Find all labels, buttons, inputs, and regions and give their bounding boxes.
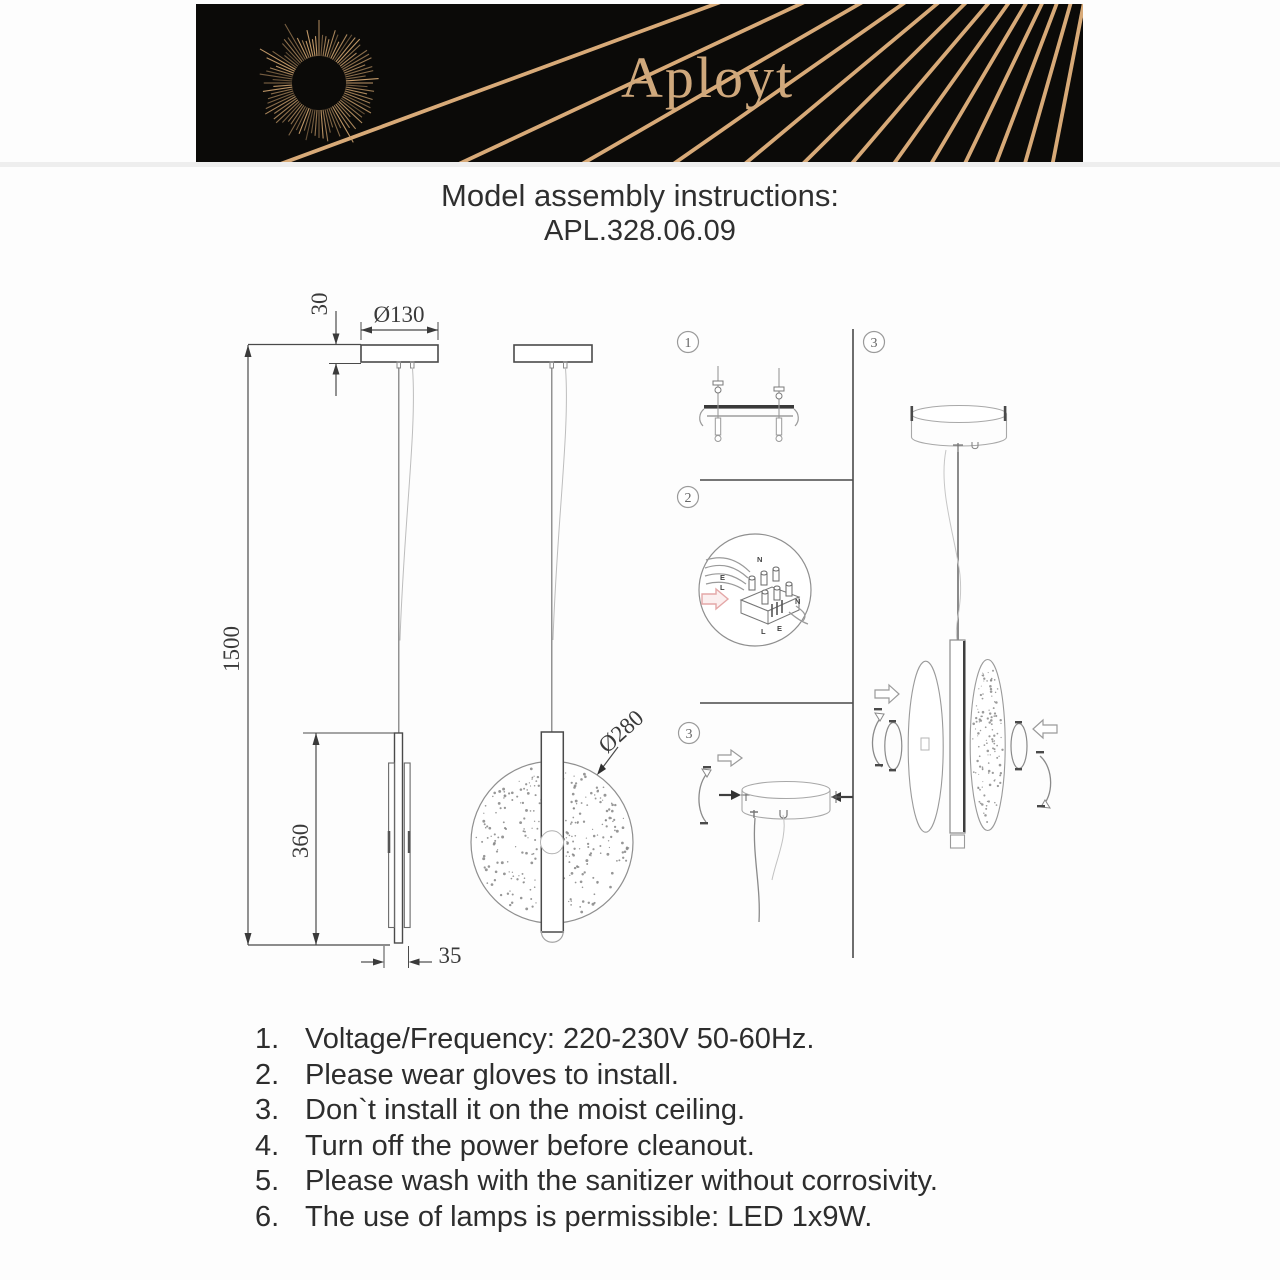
item-number: 4. xyxy=(255,1129,280,1162)
label-l-bottom: L xyxy=(761,627,766,636)
ring-right-tick-top xyxy=(1015,721,1022,723)
power-wire xyxy=(400,368,413,640)
item-text: Please wash with the sanitizer without corrosivity. xyxy=(305,1165,938,1198)
label-n-top: N xyxy=(757,555,763,564)
rotate-left-tick-top xyxy=(874,708,882,710)
anchor-right-tip xyxy=(776,436,782,442)
terminal-screw-1-top xyxy=(749,576,755,580)
dim-label-1500: 1500 xyxy=(219,626,244,672)
item-text: Please wear gloves to install. xyxy=(305,1058,679,1091)
rotate-right-tick-top xyxy=(1036,751,1044,753)
step2-number: 2 xyxy=(684,491,692,506)
rotate-left-tick-top xyxy=(703,766,711,768)
disk-fixing-mark-right xyxy=(408,831,411,853)
rotate-left-tick-bottom xyxy=(875,764,883,766)
hanging-wire xyxy=(772,815,784,880)
cable-gland-2 xyxy=(564,362,568,368)
rotate-arrow-left xyxy=(872,714,884,767)
terminal-screw-6-top xyxy=(786,582,792,586)
canopy-top-ellipse xyxy=(742,782,830,799)
item-number: 3. xyxy=(255,1094,280,1127)
item-text: Don`t install it on the moist ceiling. xyxy=(305,1094,746,1127)
canopy-front xyxy=(514,345,592,362)
tube-3d-endcap xyxy=(951,835,965,848)
screw-left-head xyxy=(731,790,741,800)
item-text: The use of lamps is permissible: LED 1x9W. xyxy=(305,1200,873,1233)
instructions-list xyxy=(255,1022,1115,1235)
terminal-screw-2-top xyxy=(761,571,767,575)
anchor-left-sleeve xyxy=(715,418,720,435)
arrow-down xyxy=(333,334,340,345)
ring-left-tick-top xyxy=(889,720,896,722)
screw-left-nut xyxy=(715,387,721,393)
item-number: 5. xyxy=(255,1165,280,1198)
step3-canopy-diagram xyxy=(699,750,853,922)
list-item xyxy=(255,1093,1115,1129)
canopy-slot-right xyxy=(1004,406,1007,421)
arrow-down xyxy=(245,933,252,945)
arrow-right xyxy=(427,327,438,334)
screw-right-nut xyxy=(776,393,782,399)
bar-hook-left xyxy=(700,409,704,426)
dim-label-30: 30 xyxy=(307,292,332,316)
canopy-slot-left xyxy=(911,406,914,421)
step2-wiring-diagram xyxy=(699,534,811,646)
front-view-lamp xyxy=(471,345,633,942)
direction-arrow-icon xyxy=(718,750,742,766)
rotate-left-tick-bottom xyxy=(700,822,708,824)
arrow-up xyxy=(245,345,252,357)
rotate-arrow-left-head xyxy=(875,713,884,721)
item-text: Voltage/Frequency: 220-230V 50-60Hz. xyxy=(305,1023,815,1056)
step3-right-number: 3 xyxy=(870,336,878,351)
list-item xyxy=(255,1164,1115,1200)
rotate-arrow-left-head xyxy=(702,769,711,777)
bar-hook-right xyxy=(794,409,798,426)
cable-fitting xyxy=(953,443,963,452)
back-plate-disk xyxy=(908,661,943,832)
anchor-left-tip xyxy=(715,436,721,442)
screw-right-washer xyxy=(774,387,784,391)
dimension-130 xyxy=(361,302,438,340)
dimension-360 xyxy=(288,733,394,945)
dim-label-130: Ø130 xyxy=(373,302,425,327)
anchor-right-sleeve xyxy=(776,418,781,435)
arrow-up xyxy=(313,733,320,745)
canopy-side xyxy=(361,345,438,362)
tube-3d xyxy=(950,640,965,833)
step3-number: 3 xyxy=(685,727,693,742)
screw-left-washer xyxy=(713,381,723,385)
cable-gland-1 xyxy=(397,362,401,368)
terminal-screw-3-top xyxy=(773,567,779,571)
arrow-left xyxy=(361,327,372,334)
acrylic-disk-3d xyxy=(970,660,1005,831)
list-item xyxy=(255,1200,1115,1236)
cable-gland-1 xyxy=(550,362,554,368)
push-arrow-right-icon xyxy=(1033,720,1057,738)
arrow-left-head xyxy=(409,959,420,966)
item-number: 2. xyxy=(255,1058,280,1091)
dim-label-360: 360 xyxy=(288,823,313,859)
dimension-35 xyxy=(361,943,462,968)
arrow-right-head xyxy=(373,959,384,966)
ring-right-tick-bottom xyxy=(1015,768,1022,770)
arrow-up xyxy=(333,364,340,375)
dim-label-35: 35 xyxy=(438,943,462,968)
disk-center-hole xyxy=(541,831,564,854)
fixing-ring-left xyxy=(885,723,902,770)
item-number: 1. xyxy=(255,1023,280,1056)
step1-bracket-diagram xyxy=(700,366,799,442)
label-n-right: N xyxy=(795,597,801,606)
ring-left-tick-bottom xyxy=(889,769,896,771)
power-wire xyxy=(553,368,566,640)
rotate-arrow-right xyxy=(1040,756,1051,807)
disk-fixing-mark-left xyxy=(388,831,391,853)
model-number: APL.328.06.09 xyxy=(544,215,736,247)
rotate-arrow-left xyxy=(699,770,711,822)
fixing-ring-right xyxy=(1011,724,1027,769)
list-item xyxy=(255,1022,1115,1058)
label-l-left: L xyxy=(720,583,725,592)
label-e-left: E xyxy=(720,573,726,582)
item-number: 6. xyxy=(255,1200,280,1233)
step3-assembly-diagram xyxy=(872,406,1057,849)
item-text: Turn off the power before cleanout. xyxy=(305,1129,755,1162)
terminal-screw-4-top xyxy=(762,590,768,594)
arrow-down xyxy=(313,933,320,945)
dimension-280 xyxy=(594,705,649,775)
page-title: Model assembly instructions: xyxy=(441,178,839,213)
brand-name: Aployt xyxy=(621,45,795,110)
list-item xyxy=(255,1129,1115,1165)
list-item xyxy=(255,1058,1115,1094)
terminal-screw-5-top xyxy=(774,586,780,590)
push-arrow-left-icon xyxy=(875,685,899,703)
rotate-right-tick-bottom xyxy=(1037,805,1045,807)
step1-number: 1 xyxy=(684,336,692,351)
label-e-bottom: E xyxy=(777,624,783,633)
canopy-3d-top xyxy=(912,406,1007,423)
cable-gland-2 xyxy=(411,362,415,368)
dim-label-280: Ø280 xyxy=(593,705,649,758)
lamp-tube-side xyxy=(395,733,403,943)
side-view-lamp xyxy=(361,345,438,943)
hanging-cable xyxy=(754,818,759,922)
